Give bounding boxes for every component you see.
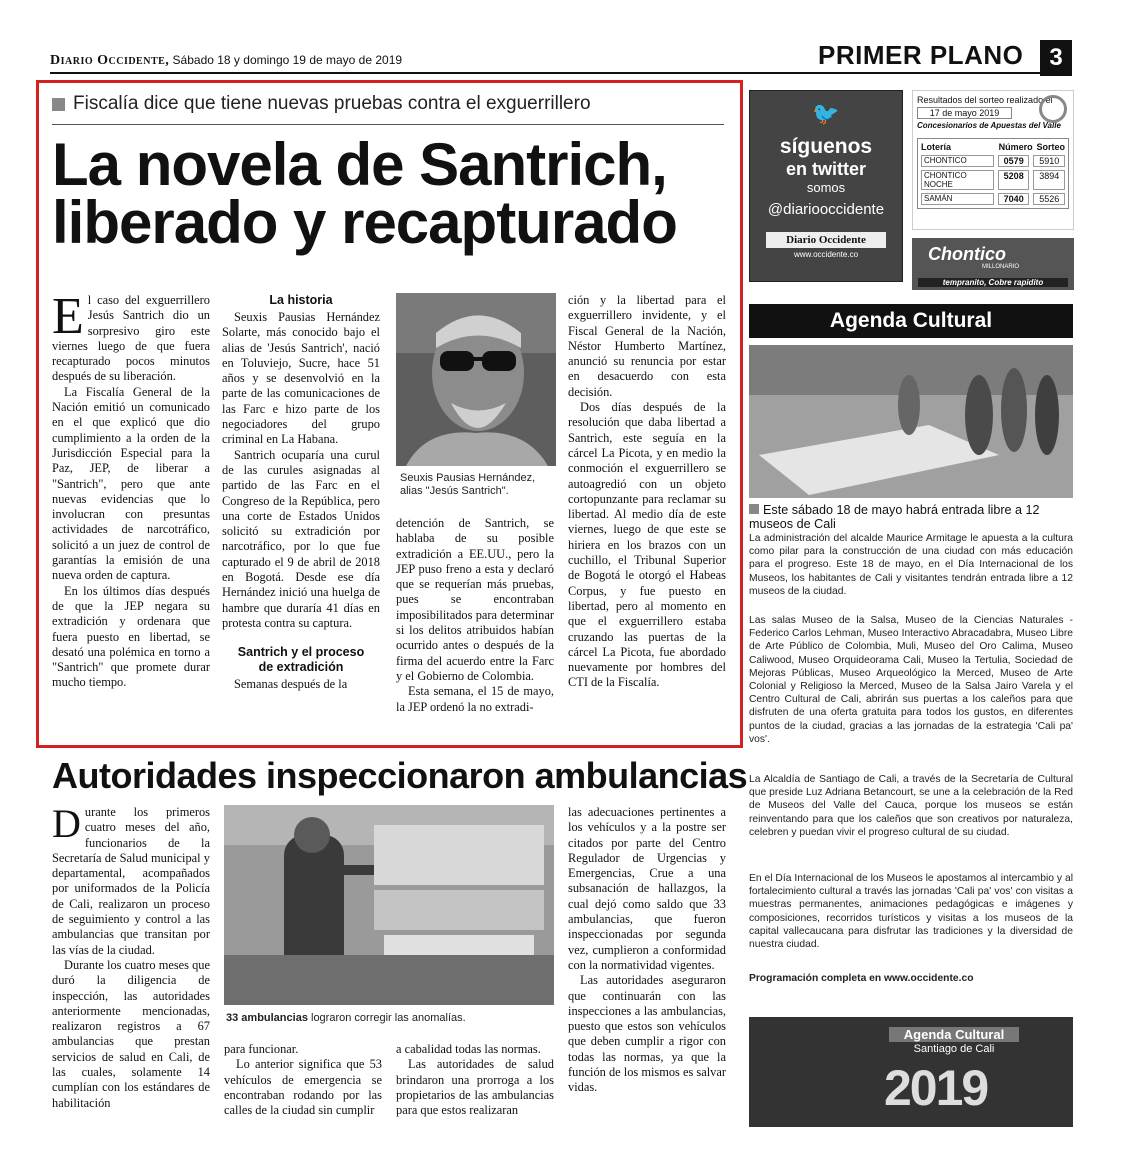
subhead-extradition	[222, 645, 380, 675]
lottery-table	[917, 138, 1069, 209]
issue-date: Sábado 18 y domingo 19 de mayo de 2019	[172, 53, 403, 67]
ambulance-caption	[226, 1012, 556, 1025]
agenda-paragraph-1: La administración del alcalde Maurice Armitage le apuesta a la cultura como pilar para la construcción de una ciudad con más educación para el progreso. Este 18 de mayo, en el Día Internacional de los Museos, los habitantes de Cali y visitantes tendrán entrada libre a 12 museos de la ciudad.	[749, 533, 1073, 597]
masthead	[50, 52, 402, 69]
caption-bold: 33 ambulancias	[226, 1012, 308, 1024]
santrich-photo	[396, 293, 556, 466]
kicker-rule	[52, 124, 724, 125]
ad-line-2: en twitter	[785, 159, 866, 179]
lottery-header-row	[921, 142, 1065, 152]
agenda-link[interactable]: Programación completa en www.occidente.co	[749, 973, 974, 984]
paragraph: para funcionar.	[224, 1042, 299, 1056]
headline-line-1: La novela de Santrich,	[52, 131, 667, 198]
paragraph: Santrich ocuparía una curul de las curules asignadas al partido de las Farc en el Congreso de la República, pero una corte de Estados Unidos solicitó su extradición por narcotráfico, por lo que fue capturado el 9 de abril de 2018 en Bogotá. Desde ese día Hernández inició una huelga de hambre que duraría 41 días en protesta contra su captura.	[222, 447, 380, 630]
row-cell: 5208	[998, 170, 1030, 190]
ambulance-photo	[224, 805, 554, 1005]
headline-line-2: liberado y recapturado	[52, 189, 677, 256]
row-cell: CHONTICO NOCHE	[921, 170, 994, 190]
caption-alias: alias "Jesús Santrich".	[400, 485, 509, 497]
paragraph: Las autoridades de salud brindaron una prorroga a los propietarios de las ambulancias para que estos realizaran	[396, 1057, 554, 1118]
lottery-row	[921, 170, 1065, 190]
paragraph: Seuxis Pausias Hernández Solarte, más conocido bajo el alias de 'Jesús Santrich', nació en Toluviejo, Sucre, hace 51 años y se desenvolvió en la parte de las comunicaciones de las Farc e hizo parte de los negociadores del grupo criminal en La Habana.	[222, 310, 380, 447]
agenda-paragraph-4: En el Día Internacional de los Museos le apostamos al intercambio y al fortalecimiento cultural a través las jornadas 'Cali pa' vos' con visitas a muestras permanentes, animaciones pedagógicas e imágenes y composiciones, recorridos turísticos y visitas a los museos de la capital vallecaucana para disfrutar las tradiciones y la diversidad de nuestra ciudad.	[749, 873, 1073, 951]
paper-name: Diario Occidente,	[50, 53, 170, 68]
dropcap: E	[52, 288, 84, 345]
row-cell: 7040	[998, 193, 1030, 205]
article-column-1	[52, 288, 210, 691]
paragraph: Durante los cuatro meses que duró la diligencia de inspección, las autoridades anteriormente mencionadas, realizaron registros a 67 ambulancias que prestan servicios de salud en Cali, de las cuales, solamente 14 cumplían con los estándares de habilitación	[52, 957, 210, 1110]
agenda-paragraph-3: La Alcaldía de Santiago de Cali, a través de la Secretaría de Cultural que preside Luz Adriana Betancourt, se une a la celebración de la Red de Museos del Valle del Cauca, porque los museos se están reinventando para que los caleños que son creativos por naturaleza, celebren y puedan vivir el progreso cultural de su ciudad.	[749, 774, 1073, 838]
ad-line-3: somos	[806, 180, 846, 195]
chontico-slogan: tempranito, Cobre rapidito	[918, 278, 1068, 287]
agenda-headline-text: Este sábado 18 de mayo habrá entrada libre a 12 museos de Cali	[749, 503, 1040, 531]
header-cell: Lotería	[921, 142, 952, 152]
header-rule	[50, 72, 1072, 74]
lottery-results	[912, 90, 1074, 230]
kicker-text: Fiscalía dice que tiene nuevas pruebas contra el exguerrillero	[73, 93, 591, 114]
lottery-intro: Resultados del sorteo realizado el	[917, 95, 1053, 105]
banner-year: 2019	[884, 1060, 988, 1116]
article-column-3	[396, 516, 554, 715]
bird-icon: 🐦	[812, 101, 840, 126]
page-number: 3	[1040, 40, 1072, 76]
museum-illustration	[749, 345, 1073, 498]
paragraph: detención de Santrich, se hablaba de su posible extradición a EE.UU., pero la JEP puso freno a esta y declaró que se requerían más pruebas, pues se encontraban imposibilitados para determinar si los delitos atribuidos habían ocurrido antes o después de la firma del acuerdo entre la Farc y el Gobierno de Colombia.	[396, 516, 554, 683]
paragraph: En los últimos días después de que la JEP negara su extradición y ordenara que fuera puesto en libertad, se desató una polémica en torno a "Santrich" que promete durar mucho tiempo.	[52, 583, 210, 690]
subhead-line: de extradición	[258, 660, 344, 675]
dropcap: D	[52, 801, 81, 846]
article2-column-2	[224, 1042, 382, 1118]
row-cell: 5526	[1033, 193, 1065, 205]
article-kicker	[52, 93, 591, 115]
agenda-title: Agenda Cultural	[749, 304, 1073, 338]
paragraph: a cabalidad todas las normas.	[396, 1042, 541, 1056]
banner-sub: Santiago de Cali	[913, 1043, 995, 1055]
ad-line-1: síguenos	[779, 135, 873, 158]
article2-column-4	[568, 805, 726, 1096]
paragraph: las adecuaciones pertinentes a los vehículos y a la postre ser citados por parte del Centro Regulador de Urgencias y Emergencias, Crue a una subsanación de hallazgos, la cual dejó como saldo que 33 ambulancias, que fueron inspeccionadas por segunda vez, cumplieron a conformidad con la normatividad vigentes.	[568, 805, 726, 972]
section-title: PRIMER PLANO	[818, 40, 1024, 70]
chontico-ad[interactable]	[912, 238, 1074, 290]
article-column-2	[222, 293, 380, 693]
agenda-paragraph-2: Las salas Museo de la Salsa, Museo de la Ciencias Naturales - Federico Carlos Lehman, Museo Interactivo Abracadabra, Museo Libre de Arte Público de Colombia, Muli, Museo del Oro Calima, Museo Caliwood, Museo Orquideorama Cali, Museo la Tertulia, Sociedad de Mejoras Públicas, Museo Arqueológico la Merced, Museo de Arte Colonial y Religioso la Merced, Museo de la Salsa Jairo Varela y el Centro Cultural de Cali, abrirán sus puertas a los caleños para que disfruten de una oferta gratuita para todos los gustos, en diferentes puntos de la ciudad, gracias a las jornadas de la estrategia 'Cali pa' vos'.	[749, 615, 1073, 745]
lottery-row	[921, 193, 1065, 205]
row-cell: SAMÁN	[921, 193, 994, 205]
header-cell: Sorteo	[1036, 142, 1065, 152]
chontico-brand: Chontico	[928, 244, 1006, 264]
brand-logo: Diario Occidente	[766, 232, 886, 248]
row-cell: CHONTICO	[921, 155, 994, 167]
row-cell: 5910	[1033, 155, 1065, 167]
portrait-illustration	[396, 293, 556, 466]
paragraph: l caso del exguerrillero Jesús Santrich dio un sorpresivo giro este viernes luego de que fuera recapturado pocos minutos después de su liberación.	[52, 293, 210, 384]
ambulance-interior-illustration	[224, 805, 554, 1005]
article2-column-1	[52, 801, 210, 1111]
lottery-date: 17 de mayo 2019	[917, 107, 1012, 119]
bullet-square-icon	[52, 98, 65, 111]
article-column-4	[568, 293, 726, 691]
agenda-banner	[749, 1017, 1073, 1127]
caption-name: Seuxis Pausias Hernández,	[400, 472, 536, 484]
paragraph: Las autoridades aseguraron que continuarán con las inspecciones a las ambulancias, puesto que estos son vehículos que deben cumplir a rigor con todas las normas, ya que la función de los mismos es salvar vidas.	[568, 973, 726, 1095]
row-cell: 3894	[1033, 170, 1065, 190]
row-cell: 0579	[998, 155, 1030, 167]
lottery-source: Concesionarios de Apuestas del Valle	[917, 121, 1061, 130]
twitter-handle: @diariooccidente	[767, 201, 885, 218]
twitter-ad[interactable]	[749, 90, 903, 282]
photo-caption	[400, 472, 560, 498]
paragraph: ción y la libertad para el exguerrillero invidente, y el Fiscal General de la Nación, Néstor Humberto Martínez, anunció su renuncia por estar en desacuerdo con esta decisión.	[568, 293, 726, 399]
paragraph: Lo anterior significa que 53 vehículos de emergencia se encontraban rodando por las calles de la ciudad sin cumplir	[224, 1057, 382, 1118]
caption-rest: lograron corregir las anomalías.	[307, 1012, 466, 1024]
article2-column-3	[396, 1042, 554, 1118]
paragraph: La Fiscalía General de la Nación emitió un comunicado en el que explicó que dio cumplimiento a la orden de la Jurisdicción Especial para la Paz, JEP, de liberar a "Santrich", pero que ante nuevas evidencias que lo involucran con presuntas actividades de narcotráfico, solicitó a un juez de control de garantías la emisión de una nueva orden de captura.	[52, 384, 210, 583]
museum-photo	[749, 345, 1073, 498]
chontico-sub: MILLONARIO	[982, 264, 1020, 270]
subhead-history: La historia	[269, 293, 333, 307]
banner-title: Agenda Cultural	[889, 1027, 1019, 1042]
subhead-line: Santrich y el proceso	[237, 645, 365, 660]
lottery-logo-icon	[1039, 95, 1067, 123]
paragraph: Dos días después de la resolución que daba libertad a Santrich, este seguía en la cárcel La Picota, y en medio la conmoción el exguerrillero se autoagredió con un objeto cortopunzante para reclamar su libertad. Al medio día de este viernes, luego de que este se hiriera en los brazos con un cuchillo, el Tribunal Superior de Bogotá le otorgó el Habeas Corpus, y fue puesto en libertad, pero al momento en que el exguerrillero estaba cruzando las puertas de la cárcel La Picota, fue abordado nuevamente por hombres del CTI de la Fiscalía.	[568, 400, 726, 690]
paragraph: Esta semana, el 15 de mayo, la JEP ordenó la no extradi-	[396, 684, 554, 714]
paragraph: Semanas después de la	[234, 677, 348, 692]
lottery-row	[921, 155, 1065, 167]
bullet-square-icon	[749, 504, 759, 514]
main-headline	[52, 131, 732, 256]
agenda-headline	[749, 503, 1073, 531]
brand-url: www.occidente.co	[793, 250, 859, 259]
second-headline: Autoridades inspeccionaron ambulancias	[52, 755, 748, 796]
header-cell: Número	[998, 142, 1033, 152]
paragraph: urante los primeros cuatro meses del año, funcionarios de la Secretaría de Salud municipal y departamental, acompañados por uniformados de la Policía de Cali, realizaron un proceso de seguimiento y control a las ambulancias que transitan por las vías de la ciudad.	[52, 805, 210, 957]
